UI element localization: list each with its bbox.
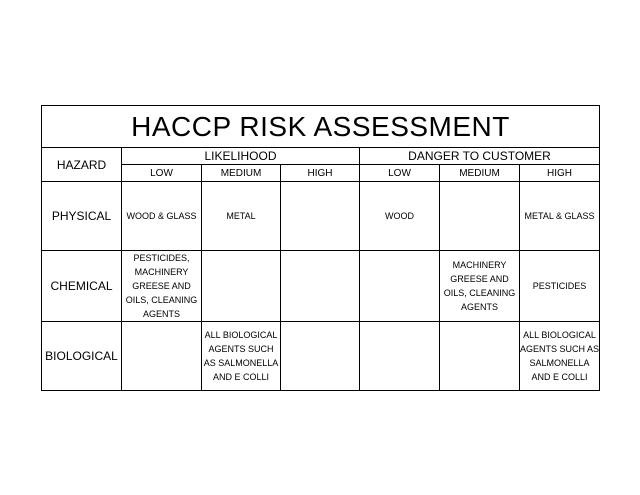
table-row	[42, 322, 600, 391]
table-cell	[281, 182, 360, 251]
table-cell: PESTICIDES, MACHINERY GREESE AND OILS, CLEANING AGENTS	[122, 251, 202, 322]
likelihood-low-header: LOW	[122, 165, 202, 182]
table-cell	[281, 322, 360, 391]
table-cell: WOOD	[360, 182, 440, 251]
table-row	[42, 251, 600, 322]
table-cell	[122, 322, 202, 391]
table-cell: METAL	[202, 182, 281, 251]
hazard-label-physical: PHYSICAL	[42, 182, 122, 251]
table-cell: ALL BIOLOGICAL AGENTS SUCH AS SALMONELLA AND E COLLI	[520, 322, 600, 391]
table-cell	[360, 322, 440, 391]
table-cell	[202, 251, 281, 322]
table-title: HACCP RISK ASSESSMENT	[42, 106, 600, 148]
table-cell: WOOD & GLASS	[122, 182, 202, 251]
table-cell: PESTICIDES	[520, 251, 600, 322]
danger-medium-header: MEDIUM	[440, 165, 520, 182]
likelihood-header: LIKELIHOOD	[122, 148, 360, 165]
hazard-header: HAZARD	[42, 148, 122, 182]
likelihood-medium-header: MEDIUM	[202, 165, 281, 182]
hazard-label-chemical: CHEMICAL	[42, 251, 122, 322]
table-cell: ALL BIOLOGICAL AGENTS SUCH AS SALMONELLA AND E COLLI	[202, 322, 281, 391]
table-row	[42, 182, 600, 251]
danger-header: DANGER TO CUSTOMER	[360, 148, 600, 165]
hazard-label-biological: BIOLOGICAL	[42, 322, 122, 391]
danger-high-header: HIGH	[520, 165, 600, 182]
table-cell: MACHINERY GREESE AND OILS, CLEANING AGENTS	[440, 251, 520, 322]
table-cell	[281, 251, 360, 322]
likelihood-high-header: HIGH	[281, 165, 360, 182]
table-cell: METAL & GLASS	[520, 182, 600, 251]
table-cell	[440, 182, 520, 251]
table-cell	[360, 251, 440, 322]
haccp-risk-table	[41, 105, 600, 391]
table-cell	[440, 322, 520, 391]
danger-low-header: LOW	[360, 165, 440, 182]
